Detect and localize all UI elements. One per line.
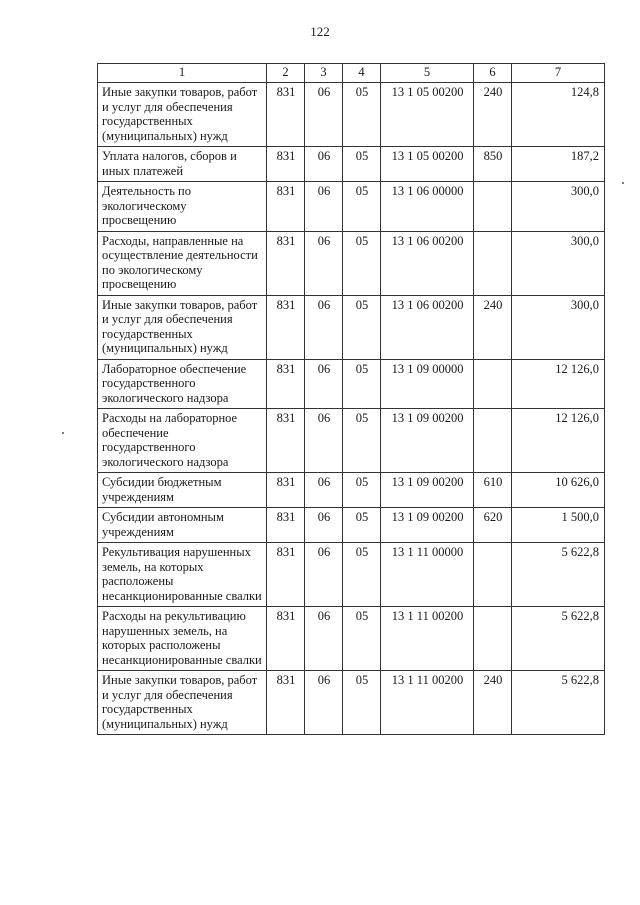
table-row	[98, 607, 605, 671]
expense-type-cell	[474, 543, 512, 607]
table-row	[98, 83, 605, 147]
section-cell: 06	[305, 147, 343, 182]
row-name-cell: Лабораторное обеспечение государственного экологического надзора	[98, 359, 267, 409]
subsection-cell: 05	[343, 543, 381, 607]
row-name-cell: Субсидии бюджетным учреждениям	[98, 473, 267, 508]
section-cell: 06	[305, 607, 343, 671]
expense-type-cell	[474, 182, 512, 232]
code-cell: 831	[267, 607, 305, 671]
scan-speckle	[62, 432, 64, 434]
row-name-cell: Субсидии автономным учреждениям	[98, 508, 267, 543]
section-cell: 06	[305, 671, 343, 735]
expense-type-cell: 610	[474, 473, 512, 508]
code-cell: 831	[267, 508, 305, 543]
amount-cell: 5 622,8	[512, 671, 605, 735]
code-cell: 831	[267, 543, 305, 607]
header-cell: 4	[343, 64, 381, 83]
header-cell: 7	[512, 64, 605, 83]
subsection-cell: 05	[343, 508, 381, 543]
code-cell: 831	[267, 359, 305, 409]
subsection-cell: 05	[343, 607, 381, 671]
amount-cell: 300,0	[512, 295, 605, 359]
subsection-cell: 05	[343, 295, 381, 359]
target-article-cell: 13 1 11 00200	[381, 671, 474, 735]
section-cell: 06	[305, 543, 343, 607]
budget-table	[97, 63, 605, 735]
amount-cell: 187,2	[512, 147, 605, 182]
row-name-cell: Иные закупки товаров, работ и услуг для обеспечения государственных (муниципальных) нужд	[98, 295, 267, 359]
subsection-cell: 05	[343, 359, 381, 409]
table-row	[98, 508, 605, 543]
amount-cell: 300,0	[512, 182, 605, 232]
amount-cell: 300,0	[512, 231, 605, 295]
subsection-cell: 05	[343, 671, 381, 735]
code-cell: 831	[267, 231, 305, 295]
page-number: 122	[310, 24, 330, 39]
section-cell: 06	[305, 473, 343, 508]
amount-cell: 5 622,8	[512, 607, 605, 671]
header-cell: 1	[98, 64, 267, 83]
expense-type-cell: 240	[474, 83, 512, 147]
target-article-cell: 13 1 06 00000	[381, 182, 474, 232]
subsection-cell: 05	[343, 83, 381, 147]
target-article-cell: 13 1 06 00200	[381, 231, 474, 295]
subsection-cell: 05	[343, 147, 381, 182]
target-article-cell: 13 1 09 00000	[381, 359, 474, 409]
row-name-cell: Иные закупки товаров, работ и услуг для обеспечения государственных (муниципальных) нужд	[98, 83, 267, 147]
code-cell: 831	[267, 671, 305, 735]
table-row	[98, 231, 605, 295]
row-name-cell: Расходы, направленные на осуществление деятельности по экологическому просвещению	[98, 231, 267, 295]
code-cell: 831	[267, 83, 305, 147]
table-row	[98, 409, 605, 473]
expense-type-cell	[474, 409, 512, 473]
code-cell: 831	[267, 147, 305, 182]
table-header-row	[98, 64, 605, 83]
table-row	[98, 182, 605, 232]
code-cell: 831	[267, 295, 305, 359]
section-cell: 06	[305, 508, 343, 543]
row-name-cell: Рекультивация нарушенных земель, на которых расположены несанкционированные свалки	[98, 543, 267, 607]
row-name-cell: Расходы на рекультивацию нарушенных земель, на которых расположены несанкционированные свалки	[98, 607, 267, 671]
target-article-cell: 13 1 05 00200	[381, 147, 474, 182]
header-cell: 3	[305, 64, 343, 83]
target-article-cell: 13 1 09 00200	[381, 409, 474, 473]
section-cell: 06	[305, 409, 343, 473]
amount-cell: 12 126,0	[512, 409, 605, 473]
amount-cell: 1 500,0	[512, 508, 605, 543]
expense-type-cell	[474, 607, 512, 671]
section-cell: 06	[305, 359, 343, 409]
target-article-cell: 13 1 09 00200	[381, 508, 474, 543]
amount-cell: 10 626,0	[512, 473, 605, 508]
subsection-cell: 05	[343, 182, 381, 232]
section-cell: 06	[305, 182, 343, 232]
target-article-cell: 13 1 05 00200	[381, 83, 474, 147]
section-cell: 06	[305, 295, 343, 359]
code-cell: 831	[267, 409, 305, 473]
expense-type-cell	[474, 231, 512, 295]
amount-cell: 12 126,0	[512, 359, 605, 409]
table-row	[98, 359, 605, 409]
header-cell: 6	[474, 64, 512, 83]
expense-type-cell: 620	[474, 508, 512, 543]
target-article-cell: 13 1 11 00000	[381, 543, 474, 607]
expense-type-cell: 240	[474, 671, 512, 735]
amount-cell: 5 622,8	[512, 543, 605, 607]
subsection-cell: 05	[343, 409, 381, 473]
row-name-cell: Иные закупки товаров, работ и услуг для обеспечения государственных (муниципальных) нужд	[98, 671, 267, 735]
section-cell: 06	[305, 83, 343, 147]
table-row	[98, 671, 605, 735]
table-row	[98, 295, 605, 359]
row-name-cell: Уплата налогов, сборов и иных платежей	[98, 147, 267, 182]
target-article-cell: 13 1 06 00200	[381, 295, 474, 359]
expense-type-cell: 240	[474, 295, 512, 359]
row-name-cell: Расходы на лабораторное обеспечение государственного экологического надзора	[98, 409, 267, 473]
subsection-cell: 05	[343, 473, 381, 508]
table-row	[98, 473, 605, 508]
code-cell: 831	[267, 182, 305, 232]
header-cell: 5	[381, 64, 474, 83]
row-name-cell: Деятельность по экологическому просвещению	[98, 182, 267, 232]
expense-type-cell: 850	[474, 147, 512, 182]
scan-speckle	[622, 182, 624, 184]
header-cell: 2	[267, 64, 305, 83]
subsection-cell: 05	[343, 231, 381, 295]
amount-cell: 124,8	[512, 83, 605, 147]
table-row	[98, 543, 605, 607]
table-row	[98, 147, 605, 182]
target-article-cell: 13 1 09 00200	[381, 473, 474, 508]
code-cell: 831	[267, 473, 305, 508]
expense-type-cell	[474, 359, 512, 409]
target-article-cell: 13 1 11 00200	[381, 607, 474, 671]
section-cell: 06	[305, 231, 343, 295]
